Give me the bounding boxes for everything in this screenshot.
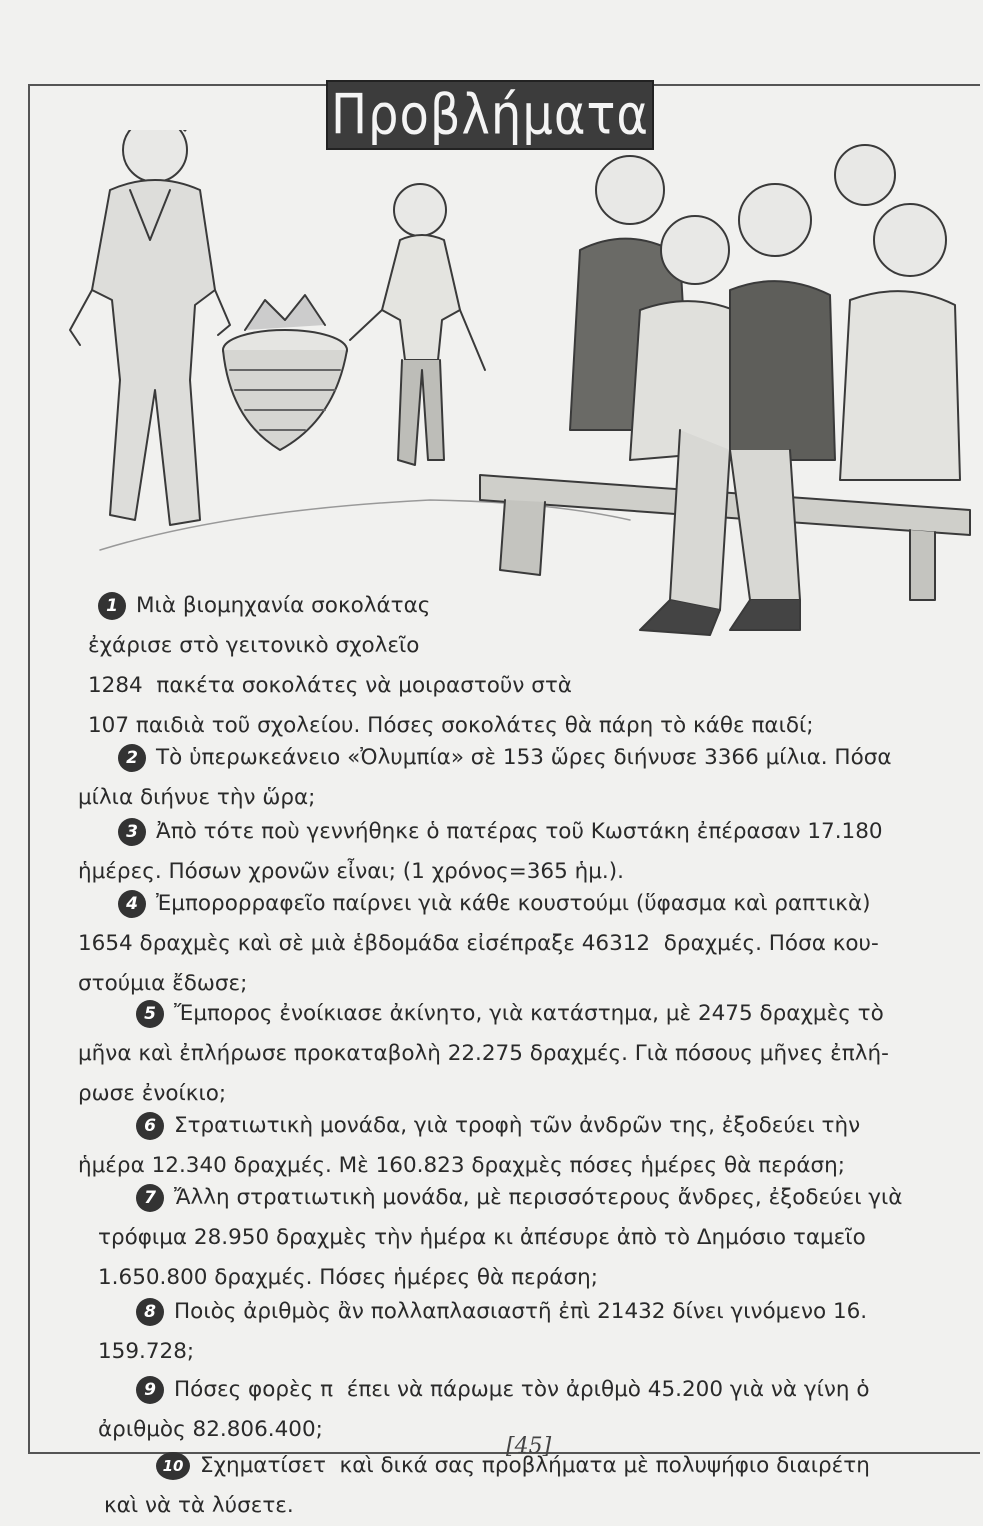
problem-text: 1.650.800 δραχμές. Πόσες ἡμέρες θὰ περάση; bbox=[98, 1265, 598, 1290]
problem-number: 7 bbox=[136, 1184, 164, 1212]
problem-number: 1 bbox=[98, 592, 126, 620]
problem-text: μίλια διήνυε τὴν ὥρα; bbox=[78, 785, 316, 810]
problem-text: Ποιὸς ἀριθμὸς ἂν πολλαπλασιαστῆ ἐπὶ 21432 δίνει γινόμενο 16. bbox=[174, 1299, 868, 1324]
problem-text: Πόσες φορὲς π έπει νὰ πάρωμε τὸν ἀριθμὸ 45.200 γιὰ νὰ γίνη ὁ bbox=[174, 1377, 870, 1402]
problem-text: μῆνα καὶ ἐπλήρωσε προκαταβολὴ 22.275 δραχμές. Γιὰ πόσους μῆνες ἐπλή- bbox=[78, 1041, 889, 1066]
problem-10 bbox=[104, 1446, 978, 1526]
problem-text: ἡμέρες. Πόσων χρονῶν εἶναι; (1 χρόνος=365 ἡμ.). bbox=[78, 859, 624, 884]
problem-1 bbox=[88, 586, 978, 746]
problem-text: 1654 δραχμὲς καὶ σὲ μιὰ ἑβδομάδα εἰσέπραξε 46312 δραχμές. Πόσα κου- bbox=[78, 931, 879, 956]
problem-number: 8 bbox=[136, 1298, 164, 1326]
page-title: Προβλήματα bbox=[330, 82, 650, 148]
problem-text: Ἔμπορος ἐνοίκιασε ἀκίνητο, γιὰ κατάστημα, μὲ 2475 δραχμὲς τὸ bbox=[174, 1001, 884, 1026]
problem-text: ρωσε ἐνοίκιο; bbox=[78, 1081, 227, 1106]
problem-text: Ἄλλη στρατιωτικὴ μονάδα, μὲ περισσότερους ἄνδρες, ἐξοδεύει γιὰ bbox=[174, 1185, 903, 1210]
problem-number: 9 bbox=[136, 1376, 164, 1404]
problem-number: 6 bbox=[136, 1112, 164, 1140]
problem-text: 159.728; bbox=[98, 1339, 195, 1364]
problem-text: Μιὰ βιομηχανία σοκολάτας bbox=[136, 593, 431, 618]
page-number: [45] bbox=[506, 1434, 552, 1459]
problem-number: 10 bbox=[156, 1452, 190, 1480]
problem-5 bbox=[78, 994, 978, 1114]
problem-text: 107 παιδιὰ τοῦ σχολείου. Πόσες σοκολάτες θὰ πάρη τὸ κάθε παιδί; bbox=[88, 713, 814, 738]
problem-text: καὶ νὰ τὰ λύσετε. bbox=[104, 1493, 294, 1518]
problem-text: Σχηματίσετ καὶ δικά σας προβλήματα μὲ πολυψήφιο διαιρέτη bbox=[200, 1453, 870, 1478]
problem-text: ἐχάρισε στὸ γειτονικὸ σχολεῖο bbox=[88, 633, 420, 658]
problem-text: ἀριθμὸς 82.806.400; bbox=[98, 1417, 323, 1442]
problem-2 bbox=[78, 738, 978, 818]
problem-text: τρόφιμα 28.950 δραχμὲς τὴν ἡμέρα κι ἀπέσυρε ἀπὸ τὸ Δημόσιο ταμεῖο bbox=[98, 1225, 866, 1250]
problem-8 bbox=[98, 1292, 978, 1372]
problem-text: ἡμέρα 12.340 δραχμές. Μὲ 160.823 δραχμὲς πόσες ἡμέρες θὰ περάση; bbox=[78, 1153, 846, 1178]
problem-7 bbox=[98, 1178, 978, 1298]
problem-number: 5 bbox=[136, 1000, 164, 1028]
problem-number: 4 bbox=[118, 890, 146, 918]
problem-number: 2 bbox=[118, 744, 146, 772]
problem-text: Στρατιωτικὴ μονάδα, γιὰ τροφὴ τῶν ἀνδρῶν της, ἐξοδεύει τὴν bbox=[174, 1113, 861, 1138]
problem-text: 1284 πακέτα σοκολάτες νὰ μοιραστοῦν στὰ bbox=[88, 673, 572, 698]
problem-3 bbox=[78, 812, 978, 892]
problem-text: στούμια ἔδωσε; bbox=[78, 971, 248, 996]
problem-9 bbox=[98, 1370, 978, 1450]
problem-text: Ἐμπορορραφεῖο παίρνει γιὰ κάθε κουστούμι (ὕφασμα καὶ ραπτικὰ) bbox=[156, 891, 871, 916]
problem-text: Τὸ ὑπερωκεάνειο «Ὀλυμπία» σὲ 153 ὥρες διήνυσε 3366 μίλια. Πόσα bbox=[156, 745, 892, 770]
problem-6 bbox=[78, 1106, 978, 1186]
page-title-box bbox=[326, 80, 654, 150]
problem-number: 3 bbox=[118, 818, 146, 846]
problem-text: Ἀπὸ τότε ποὺ γεννήθηκε ὁ πατέρας τοῦ Κωστάκη ἐπέρασαν 17.180 bbox=[156, 819, 883, 844]
problem-4 bbox=[78, 884, 978, 1004]
